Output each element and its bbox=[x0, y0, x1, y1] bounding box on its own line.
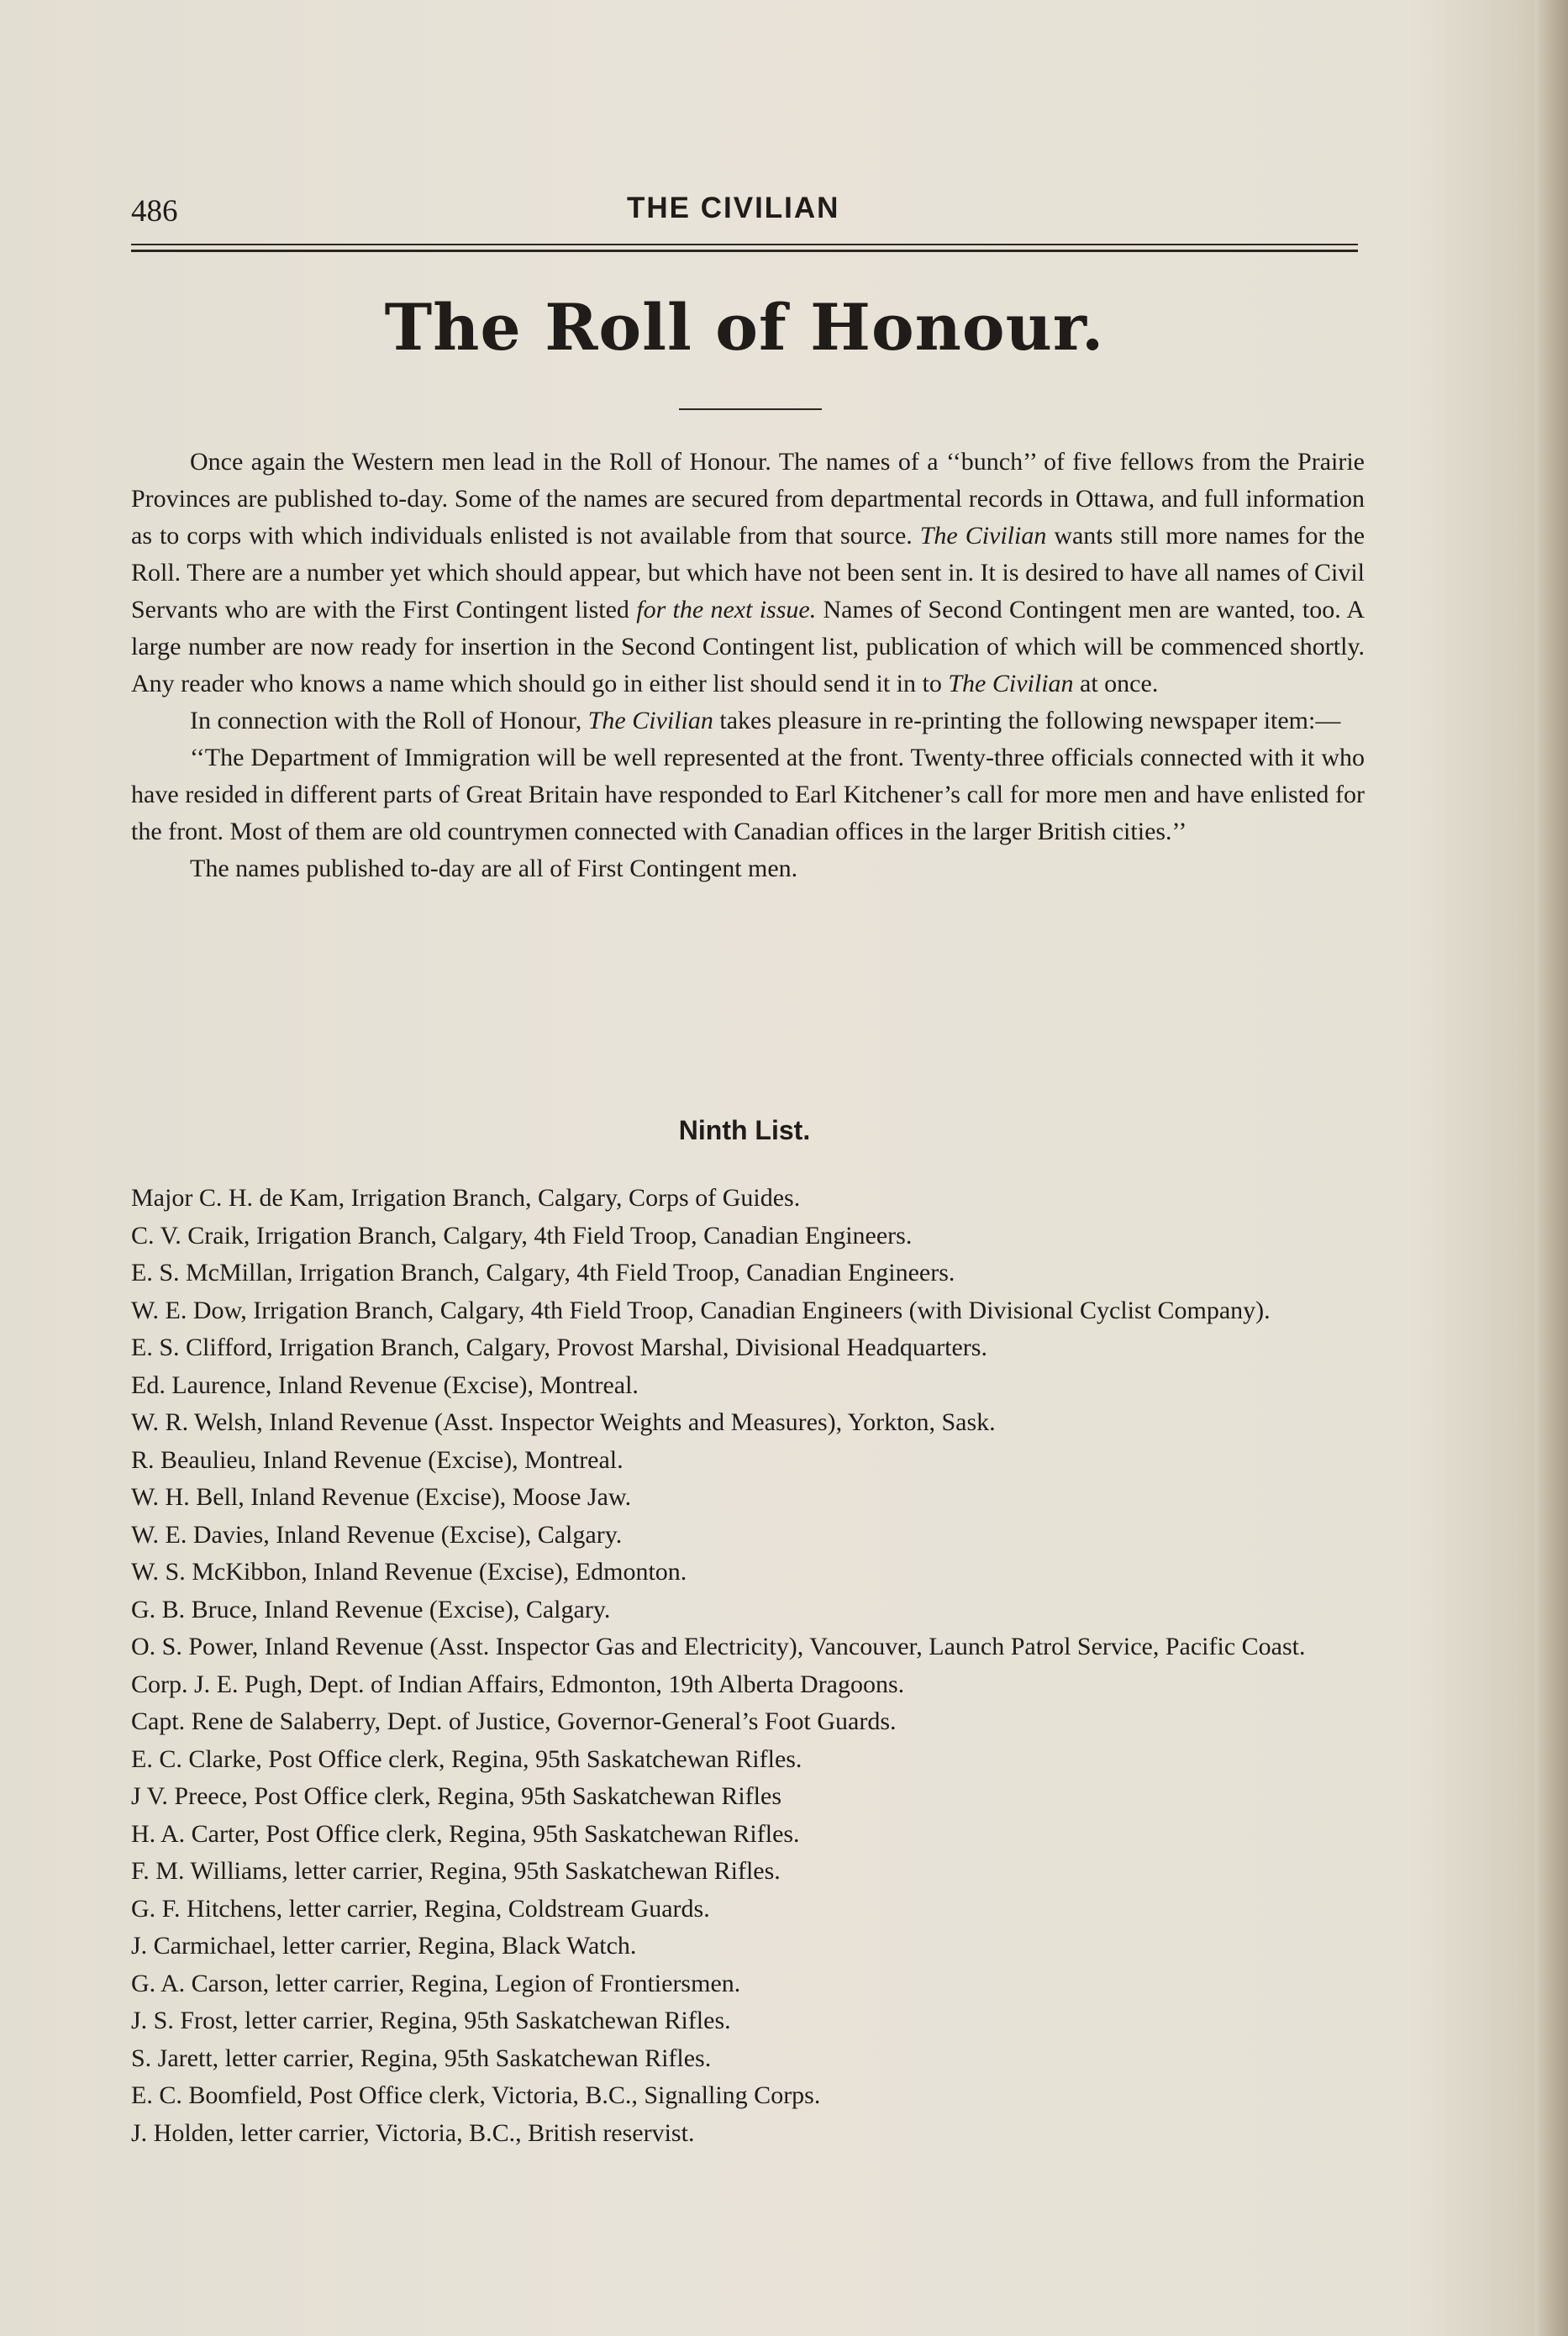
publication-name: The Civilian bbox=[919, 522, 1047, 550]
list-item: Major C. H. de Kam, Irrigation Branch, Calgary, Corps of Guides. bbox=[131, 1184, 801, 1212]
text-run: at once. bbox=[1080, 670, 1159, 697]
list-item: W. S. McKibbon, Inland Revenue (Excise), Edmonton. bbox=[131, 1558, 687, 1586]
list-item: J. S. Frost, letter carrier, Regina, 95th Saskatchewan Rifles. bbox=[131, 2007, 731, 2034]
list-item: H. A. Carter, Post Office clerk, Regina, 95th Saskatchewan Rifles. bbox=[131, 1819, 800, 1848]
list-item: J. Carmichael, letter carrier, Regina, Black Watch. bbox=[131, 1932, 637, 1960]
list-item: G. A. Carson, letter carrier, Regina, Legion of Frontiersmen. bbox=[131, 1969, 741, 1997]
list-item: C. V. Craik, Irrigation Branch, Calgary, 4th Field Troop, Canadian Engineers. bbox=[131, 1221, 913, 1250]
title-rule bbox=[679, 408, 822, 410]
paragraph-closing: The names published to-day are all of First Contingent men. bbox=[190, 855, 798, 882]
list-item: E. C. Clarke, Post Office clerk, Regina, 95th Saskatchewan Rifles. bbox=[131, 1744, 802, 1773]
emphasis-text: for the next issue. bbox=[636, 596, 817, 623]
text-run: In connection with the Roll of Honour, bbox=[190, 707, 582, 734]
text-run: takes pleasure in re-printing the following newspaper item:— bbox=[719, 707, 1341, 734]
page-edge bbox=[1534, 0, 1568, 2336]
paragraph-intro bbox=[131, 444, 1365, 702]
list-item: O. S. Power, Inland Revenue (Asst. Inspector Gas and Electricity), Vancouver, Launch Patrol Service, Pacific Coast. bbox=[131, 1633, 1306, 1660]
text-run: Once again the Western men lead in the Roll of Honour. The names of a ‘‘bunch’’ of five fellows from the Prairie Provinces are published to-day. Some of the names are secured from departmental records in Ottawa, and full information as to corps with which individuals enlisted is not available from that source. bbox=[131, 448, 1365, 550]
list-item: W. R. Welsh, Inland Revenue (Asst. Inspector Weights and Measures), Yorkton, Sask. bbox=[131, 1408, 996, 1436]
list-item: S. Jarett, letter carrier, Regina, 95th Saskatchewan Rifles. bbox=[131, 2044, 712, 2072]
publication-name: The Civilian bbox=[948, 670, 1074, 697]
article-title: The Roll of Honour. bbox=[384, 290, 1105, 365]
list-item: Corp. J. E. Pugh, Dept. of Indian Affairs, Edmonton, 19th Alberta Dragoons. bbox=[131, 1670, 905, 1698]
text-run: wants still more names for the Roll. There are a number yet which should appear, but which have not been sent in. It is desired to have all names of Civil Servants who are with the First Contingent listed bbox=[131, 522, 1365, 623]
list-item: F. M. Williams, letter carrier, Regina, 95th Saskatchewan Rifles. bbox=[131, 1857, 781, 1885]
page-number: 486 bbox=[131, 194, 178, 229]
publication-name: The Civilian bbox=[587, 707, 713, 734]
list-item: E. S. Clifford, Irrigation Branch, Calgary, Provost Marshal, Divisional Headquarters. bbox=[131, 1334, 987, 1361]
list-item: W. E. Dow, Irrigation Branch, Calgary, 4th Field Troop, Canadian Engineers (with Divisional Cyclist Company). bbox=[131, 1296, 1271, 1324]
list-item: G. F. Hitchens, letter carrier, Regina, Coldstream Guards. bbox=[131, 1894, 710, 1923]
list-item: W. E. Davies, Inland Revenue (Excise), Calgary. bbox=[131, 1520, 623, 1549]
list-item: Ed. Laurence, Inland Revenue (Excise), Montreal. bbox=[131, 1371, 639, 1399]
list-item: R. Beaulieu, Inland Revenue (Excise), Montreal. bbox=[131, 1445, 624, 1474]
list-item: G. B. Bruce, Inland Revenue (Excise), Calgary. bbox=[131, 1595, 611, 1623]
paragraph-connection bbox=[131, 702, 1365, 739]
page-header bbox=[131, 187, 1358, 237]
paragraph-quote: ‘‘The Department of Immigration will be well represented at the front. Twenty-three officials connected with it who have resided in different parts of Great Britain have responded to Earl Kitchener’s call for more men and have enlisted for the front. Most of them are old countrymen connected with Canadian offices in the larger British cities.’’ bbox=[131, 744, 1365, 845]
text-run: Names of Second Contingent men are wanted, too. A large number are now ready for insertion in the Second Contingent list, publication of which will be commenced shortly. Any reader who knows a name which should go in either list should send it in to bbox=[131, 596, 1365, 697]
list-item: W. H. Bell, Inland Revenue (Excise), Moose Jaw. bbox=[131, 1483, 632, 1511]
list-item: E. S. McMillan, Irrigation Branch, Calgary, 4th Field Troop, Canadian Engineers. bbox=[131, 1259, 955, 1286]
article-body bbox=[131, 444, 1365, 887]
list-item: J. Holden, letter carrier, Victoria, B.C., British reservist. bbox=[131, 2118, 695, 2147]
header-rule-thick bbox=[131, 250, 1358, 252]
names-list bbox=[131, 1180, 1365, 2152]
list-item: E. C. Boomfield, Post Office clerk, Victoria, B.C., Signalling Corps. bbox=[131, 2081, 821, 2109]
header-rule-thin bbox=[131, 244, 1358, 245]
section-heading: Ninth List. bbox=[678, 1115, 811, 1145]
list-item: J V. Preece, Post Office clerk, Regina, 95th Saskatchewan Rifles bbox=[131, 1782, 781, 1810]
list-item: Capt. Rene de Salaberry, Dept. of Justice, Governor-General’s Foot Guards. bbox=[131, 1707, 897, 1735]
running-title: THE CIVILIAN bbox=[627, 192, 840, 224]
